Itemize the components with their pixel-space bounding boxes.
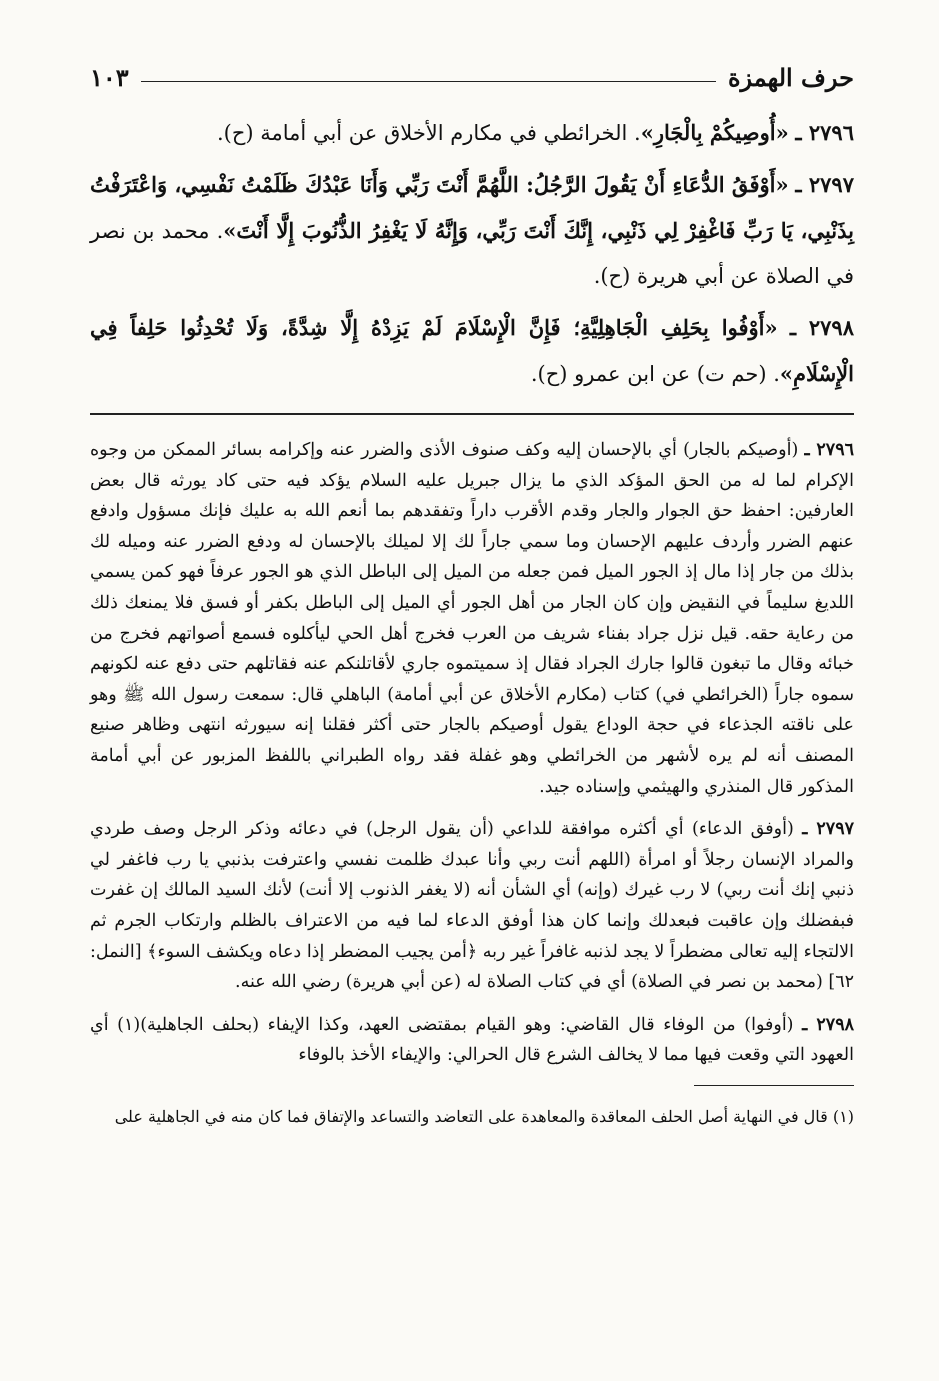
chapter-title: حرف الهمزة bbox=[716, 63, 854, 92]
hadith-number: ٢٧٩٨ ـ bbox=[789, 315, 854, 340]
commentary-block bbox=[90, 435, 854, 1071]
hadith-matn: «أَوْفَقُ الدُّعَاءِ أَنْ يَقُولَ الرَّجُلُ: اللَّهُمَّ أَنْتَ رَبِّي وَأَنَا عَبْدُكَ ظَلَمْتُ نَفْسِي، وَاعْتَرَفْتُ بِذَنْبِي، يَا رَبِّ فَاغْفِرْ لِي ذَنْبِي، إِنَّكَ أَنْتَ رَبِّي، وَإِنَّهُ لَا يَغْفِرُ الذُّنُوبَ إِلَّا أَنْتَ» bbox=[90, 172, 854, 243]
hadith-matn: «أَوْفُوا بِحَلِفِ الْجَاهِلِيَّةِ؛ فَإِنَّ الْإِسْلَامَ لَمْ يَزِدْهُ إِلَّا شِدَّةً، وَلَا تُحْدِثُوا حَلِفاً فِي الْإِسْلَامِ» bbox=[90, 315, 854, 386]
page-number: ١٠٣ bbox=[90, 63, 141, 92]
footnote-rule bbox=[694, 1085, 854, 1086]
hadith-number: ٢٧٩٧ ـ bbox=[795, 172, 854, 197]
commentary-text: (أوفوا) من الوفاء قال القاضي: وهو القيام بمقتضى العهد، وكذا الإيفاء (بحلف الجاهلية)(١) أي العهود التي وقعت فيها مما لا يخالف الشرع قال الحرالي: والإيفاء الأخذ بالوفاء bbox=[90, 1014, 854, 1066]
commentary-number: ٢٧٩٨ ـ bbox=[802, 1014, 854, 1035]
hadith-matn: «أُوصِيكُمْ بِالْجَارِ» bbox=[640, 120, 789, 145]
hadith-2796 bbox=[90, 110, 854, 156]
commentary-text: (أوفق الدعاء) أي أكثره موافقة للداعي (أن يقول الرجل) في دعائه وذكر الرجل وصف طردي والمراد الإنسان رجلاً أو امرأة (اللهم أنت ربي وأنا عبدك ظلمت نفسي واعترفت بذنبي يا رب فاغفر لي ذنبي إنك أنت ربي) لا رب غيرك (وإنه) أي الشأن أنه (لا يغفر الذنوب إلا أنت) لأنك السيد المالك إن غفرت فبفضلك وإن عاقبت فبعدلك وإنما كان هذا أوفق الدعاء لما فيه من الاعتراف بالظلم وارتكاب الجرم ثم الالتجاء إليه تعالى مضطراً لا يجد لذنبه غافراً غير ربه ﴿أمن يجيب المضطر إذا دعاه ويكشف السوء﴾ [النمل: ٦٢] (محمد بن نصر في الصلاة) أي في كتاب الصلاة له (عن أبي هريرة) رضي الله عنه. bbox=[90, 819, 854, 993]
hadith-source: . (حم ت) عن ابن عمرو (ح). bbox=[530, 362, 780, 386]
section-separator bbox=[90, 413, 854, 415]
commentary-number: ٢٧٩٧ ـ bbox=[802, 819, 854, 840]
commentary-number: ٢٧٩٦ ـ bbox=[804, 440, 854, 460]
commentary-2796 bbox=[90, 435, 854, 802]
hadith-2798 bbox=[90, 305, 854, 397]
hadith-source: . محمد بن نصر في الصلاة عن أبي هريرة (ح). bbox=[90, 219, 854, 288]
hadith-source: . الخرائطي في مكارم الأخلاق عن أبي أمامة (ح). bbox=[216, 121, 641, 145]
commentary-2797 bbox=[90, 814, 854, 998]
hadith-text-block bbox=[90, 110, 854, 397]
hadith-2797 bbox=[90, 162, 854, 299]
commentary-text: (أوصيكم بالجار) أي بالإحسان إليه وكف صنوف الأذى والضرر عنه وإكرامه بسائر الممكن من وجوه الإكرام لما له من الحق المؤكد الذي ما يزال جبريل عليه السلام يؤكد فيه حتى كاد يورثه قال بعض العارفين: احفظ حق الجوار والجار وقدم الأقرب داراً وتفقدهم بما أنعم الله به عليك فإنك مسؤول وادفع عنهم الضرر وأردف عليهم الإحسان وما سمي جاراً لك إلا لميلك بالإحسان له ودفع الضرر عنه وميله لك بذلك من جار إذا مال إذ الجور الميل فمن جعله من الميل إلى الباطل الذي هو الجور عرفاً فهو كمن يسمي اللديغ سليماً في النقيض وإن كان الجار من أهل الجور أي الميل إلى الباطل بكفر أو فسق فلا يمنعك ذلك من رعاية حقه. قيل نزل جراد بفناء شريف من العرب فخرج أهل الحي ليأكلوه فسمع أصواتهم فخرج من خبائه وقال ما تبغون قالوا جارك الجراد فقال إذ سميتموه جاري لأقاتلنكم عنه فقاتلهم حتى دفع عنه لكونهم سموه جاراً (الخرائطي في) كتاب (مكارم الأخلاق عن أبي أمامة) الباهلي قال: سمعت رسول الله ﷺ وهو على ناقته الجذعاء في حجة الوداع يقول أوصيكم بالجار حتى أكثر فقلنا إنه سيورثه انتهى وظاهر صنيع المصنف أنه لم يره لأشهر من الخرائطي وهو غفلة فقد رواه الطبراني باللفظ المزبور عن أبي أمامة المذكور قال المنذري والهيثمي وإسناده جيد. bbox=[90, 440, 854, 797]
page bbox=[90, 52, 854, 1312]
page-header bbox=[90, 52, 854, 92]
commentary-2798 bbox=[90, 1010, 854, 1071]
footnote: (١) قال في النهاية أصل الحلف المعاقدة والمعاهدة على التعاضد والتساعد والإتفاق فما كان منه في الجاهلية على bbox=[114, 1106, 854, 1126]
hadith-number: ٢٧٩٦ ـ bbox=[795, 120, 854, 145]
